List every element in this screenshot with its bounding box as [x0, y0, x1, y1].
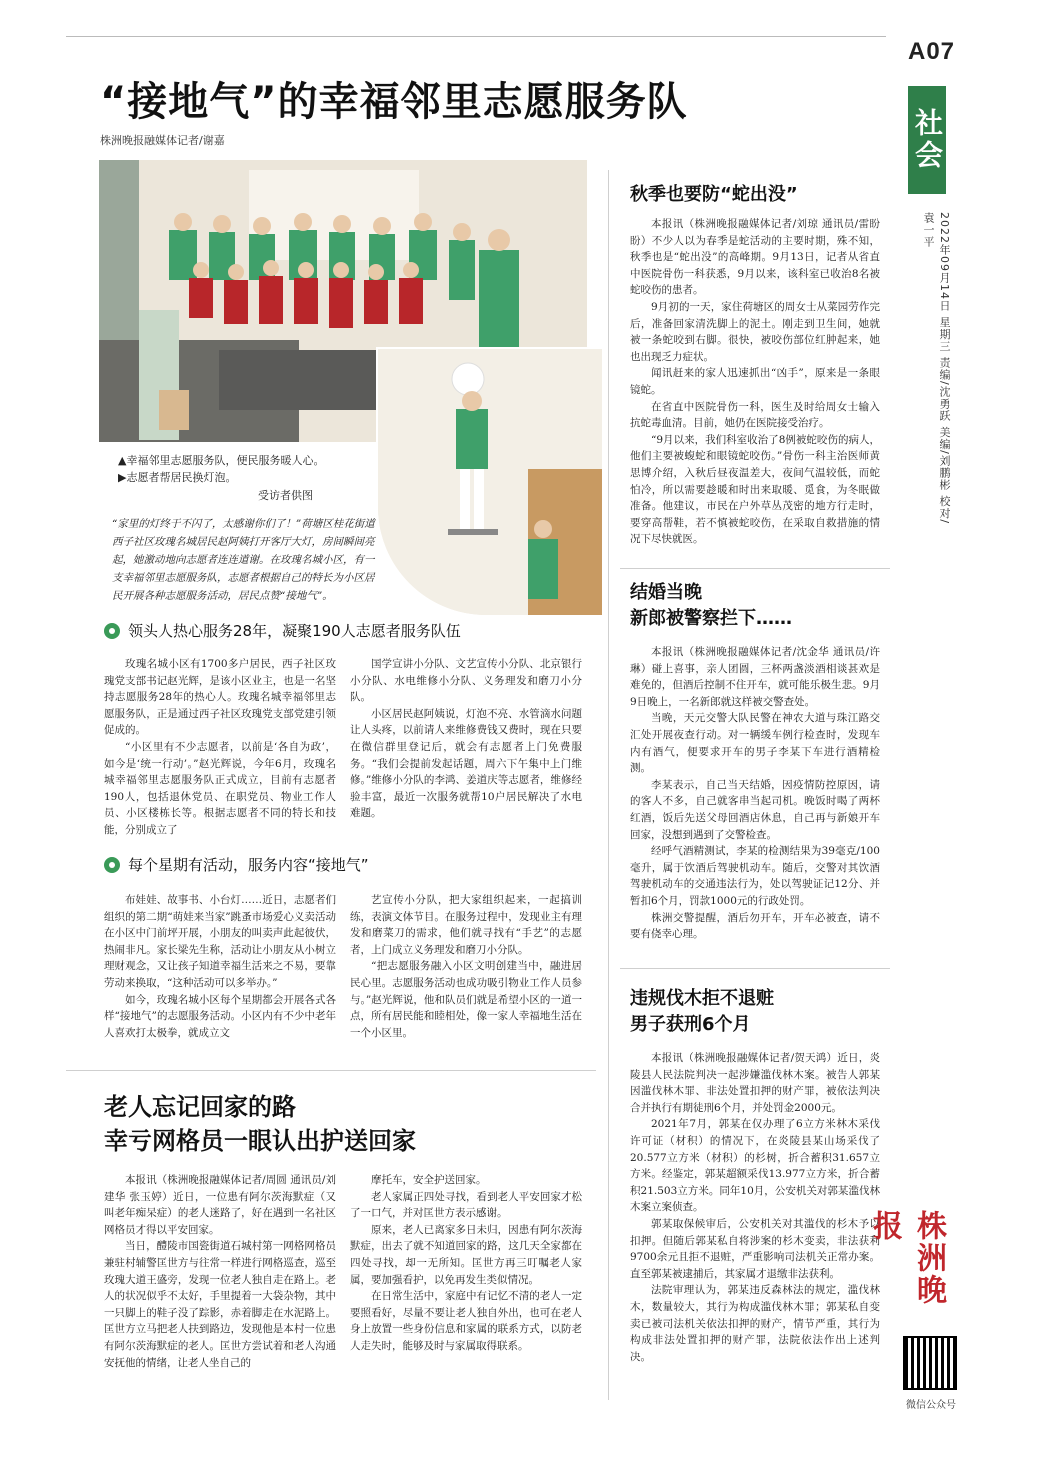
bulb-change-illustration: [378, 349, 602, 615]
paragraph: “小区里有不少志愿者，以前是‘各自为政’，如今是‘统一行动’。”赵光辉说，今年6月，玫瑰名城幸福邻里志愿服务队正式成立，目前有志愿者190人，包括退休党员、在职党员、物业工作人员、小区楼栋长等。根据志愿者不同的特长和技能，分别成立了: [104, 740, 336, 836]
paragraph: 在省直中医院骨伤一科，医生及时给周女士输入抗蛇毒血清。目前，她仍在医院接受治疗。: [630, 400, 880, 430]
article2-title-line2: 幸亏网格员一眼认出护送回家: [104, 1127, 416, 1155]
article2-col2: [350, 1172, 582, 1355]
section-divider: [620, 968, 890, 969]
paragraph: 闻讯赶来的家人迅速抓出“凶手”，原来是一条眼镜蛇。: [630, 367, 880, 396]
article4-title-line2: 新郎被警察拦下……: [630, 608, 792, 629]
paragraph: 玫瑰名城小区有1700多户居民，西子社区玫瑰党支部书记赵光辉，是该小区业主，也是一名坚持志愿服务28年的热心人。玫瑰名城幸福邻里志愿服务队，正是通过西子社区玫瑰党支部党建引领促成的。: [104, 658, 336, 737]
paragraph: 原来，老人已离家多日未归，因患有阿尔茨海默症，出去了就不知道回家的路，这几天全家都在四处寻找，却一无所知。匡世方再三叮嘱老人家属，要加强看护，以免再发生类似情况。: [350, 1223, 582, 1286]
qr-code-icon[interactable]: [903, 1336, 957, 1390]
newspaper-logo: 株洲晚报: [867, 1210, 946, 1306]
bulb-change-photo: [376, 347, 604, 617]
section-divider: [66, 1070, 596, 1071]
photo-caption: [118, 452, 368, 486]
paragraph: 在日常生活中，家庭中有记忆不清的老人一定要照看好，尽量不要让老人独自外出，也可在老人身上放置一些身份信息和家属的联系方式，以防老人走失时，能够及时与家属取得联系。: [350, 1290, 582, 1352]
green-circle-bullet-icon: [104, 857, 120, 873]
paragraph: 法院审理认为，郭某违反森林法的规定，滥伐林木，数量较大，其行为构成滥伐林木罪；郭某私自变卖已被司法机关依法扣押的财产，情节严重，其行为构成非法处置扣押的财产罪，法院依法作出上述判决。: [630, 1284, 880, 1363]
paragraph: 老人家属正四处寻找，看到老人平安回家才松了一口气，并对匡世方表示感谢。: [350, 1190, 582, 1220]
paragraph: 2021年7月，郭某在仅办理了6立方米林木采伐许可证（材积）的情况下，在炎陵县某山场采伐了20.577立方米（材积）的杉树，折合蓄积31.657立方米。经鉴定，郭某超额采伐13.977立方米，折合蓄积21.503立方米。同年10月，公安机关对郭某滥伐林木案立案侦查。: [630, 1118, 880, 1214]
paragraph: 李某表示，自己当天结婚，因疫情防控原因，请的客人不多，自己就客串当起司机。晚饭时喝了两杯红酒，饭后先送父母回酒店休息，自己再与新娘开车回家，没想到遇到了交警检查。: [630, 778, 880, 841]
sec1-col2: [350, 656, 582, 822]
paragraph: “把志愿服务融入小区文明创建当中，融进居民心里。志愿服务活动也成功吸引物业工作人员参与。”赵光辉说，他和队员们就是希望小区的一道一点，所有居民能和睦相处，像一家人幸福地生活在一个小区里。: [350, 960, 582, 1039]
paragraph: 小区居民赵阿姨说，灯泡不亮、水管滴水问题让人头疼，以前请人来维修费钱又费时，现在只要在微信群里登记后，就会有志愿者上门免费服务。“我们会提前发起话题，周六下午集中上门维修。”维修小分队的李鸿、姜道庆等志愿者，维修经验丰富，最近一次服务就帮10户居民解决了水电难题。: [350, 707, 582, 820]
paragraph: 摩托车，安全护送回家。: [371, 1174, 487, 1186]
caption-line-1: ▲幸福邻里志愿服务队，便民服务暖人心。: [118, 454, 325, 467]
paragraph: 本报讯（株洲晚报融媒体记者/沈金华 通讯员/许琳）碰上喜事，亲人团圆，三杯两盏淡酒相谈甚欢是难免的，但酒后控制不住开车，就可能乐极生悲。9月9日晚上，一名新郎就这样被交警查处。: [630, 646, 880, 708]
paragraph: 布娃娃、故事书、小台灯……近日，志愿者们组织的第二期“萌娃来当家”跳蚤市场爱心义卖活动在小区中门前坪开展，小朋友的叫卖声此起彼伏，热闹非凡。家长梁先生称，活动让小朋友从小树立理财观念，又让孩子知道幸福生活来之不易，要靠劳动来换取，“这种活动可以多举办。”: [104, 894, 336, 989]
subhead-2: [104, 854, 584, 875]
paragraph: 本报讯（株洲晚报融媒体记者/贺天鸿）近日，炎陵县人民法院判决一起涉嫌滥伐林木案。被告人郭某因滥伐林木罪、非法处置扣押的财产罪，被依法判决合并执行有期徒刑6个月，并处罚金2000元。: [630, 1052, 880, 1114]
subhead-1-text: 领头人热心服务28年，凝聚190人志愿者服务队伍: [128, 622, 461, 640]
qr-label: 微信公众号: [906, 1400, 956, 1411]
subhead-1: [104, 620, 584, 641]
article2-title-line1: 老人忘记回家的路: [104, 1093, 296, 1121]
article2-title: [104, 1090, 584, 1158]
paragraph: 株洲交警提醒，酒后勿开车，开车必被查，请不要有侥幸心理。: [630, 911, 880, 941]
article3-title: 秋季也要防“蛇出没”: [630, 184, 798, 205]
paragraph: 经呼气酒精测试，李某的检测结果为39毫克/100毫升，属于饮酒后驾驶机动车。随后，交警对其饮酒驾驶机动车的交通违法行为，处以驾驶证记12分、并暂扣6个月，罚款1000元的行政处罚。: [630, 845, 880, 907]
article5-body: [630, 1050, 880, 1365]
lead-article-byline: 株洲晚报融媒体记者/谢嘉: [100, 134, 225, 147]
subhead-2-text: 每个星期有活动，服务内容“接地气”: [128, 856, 369, 874]
paragraph: 如今，玫瑰名城小区每个星期都会开展各式各样“接地气”的志愿服务活动。小区内有不少中老年人喜欢打太极拳，就成立文: [104, 993, 336, 1039]
article4-body: [630, 644, 880, 943]
article5-title-line1: 违规伐木拒不退赃: [630, 988, 774, 1009]
paragraph: 艺宣传小分队，把大家组织起来，一起搞训练，表演文体节目。在服务过程中，发现业主有理发和磨菜刀的需求，他们就寻找有“手艺”的志愿者，上门成立义务理发和磨刀小分队。: [350, 894, 582, 956]
photo-credit: 受访者供图: [258, 489, 313, 502]
section-divider: [620, 568, 890, 569]
paragraph: 国学宣讲小分队、文艺宣传小分队、北京银行小分队、水电维修小分队、义务理发和磨刀小分队。: [350, 658, 582, 704]
article5-title-line2: 男子获刑6个月: [630, 1014, 751, 1035]
article2-col1: [104, 1172, 336, 1371]
paragraph: 9月初的一天，家住荷塘区的周女士从菜园劳作完后，准备回家清洗脚上的泥土。刚走到卫生间，她就被一条蛇咬到右脚。很快，被咬伤部位红肿起来，她也出现乏力症状。: [630, 300, 880, 363]
lead-article-title: “接地气”的幸福邻里志愿服务队: [100, 79, 688, 125]
article4-title: [630, 580, 880, 632]
column-divider: [608, 170, 609, 1400]
paragraph: 郭某取保候审后，公安机关对其滥伐的杉木予以扣押。但随后郭某私自将涉案的杉木变卖，非法获利9700余元且拒不退赃，严重影响司法机关正常办案。直至郭某被逮捕后，其家属才退缴非法获利。: [630, 1217, 880, 1280]
lead-intro: “家里的灯终于不闪了，太感谢你们了！”荷塘区桂花街道西子社区玫瑰名城居民赵阿姨打开客厅大灯，房间瞬间亮起，她激动地向志愿者连连道谢。在玫瑰名城小区，有一支幸福邻里志愿服务队，志愿者根据自己的特长为小区居民开展各种志愿服务活动，居民点赞“接地气”。: [112, 518, 375, 602]
paragraph: 本报讯（株洲晚报融媒体记者/周圆 通讯员/刘建华 张玉婷）近日，一位患有阿尔茨海默症（又叫老年痴呆症）的老人迷路了，好在遇到一名社区网格员才得以平安回家。: [104, 1174, 336, 1236]
top-rule: [66, 36, 886, 37]
page-number: A07: [908, 38, 956, 65]
paragraph: 当日，醴陵市国瓷街道石城村第一网格网格员兼驻村辅警匡世方与往常一样进行网格巡查，巡至玫瑰大道王盛旁，发现一位老人独自走在路上。老人的状况似乎不太好，手里提着一大袋杂物，其中一只脚上的鞋子没了踪影，赤着脚走在水泥路上。匡世方立马把老人扶到路边，发现他是本村一位患有阿尔茨海默症的老人。匡世方尝试着和老人沟通安抚他的情绪，让老人坐自己的: [104, 1240, 336, 1369]
dateline: 2022年09月14日 星期三 责编/沈勇跃 美编/刘鹏彬 校对/袁一平: [922, 212, 951, 525]
caption-line-2: ▶志愿者帮居民换灯泡。: [118, 471, 237, 484]
green-circle-bullet-icon: [104, 623, 120, 639]
sec2-col2: [350, 892, 582, 1041]
paragraph: “9月以来，我们科室收治了8例被蛇咬伤的病人，他们主要被蝮蛇和眼镜蛇咬伤。”骨伤一科主治医师黄思博介绍，入秋后昼夜温差大，夜间气温较低，而蛇怕冷，所以需要趁暖和时出来取暖、觅食，为冬眠做准备。他建议，市民在户外草丛茂密的地方行走时，要穿高帮鞋，若不慎被蛇咬伤，在采取自救措施的情况下尽快就医。: [630, 433, 880, 546]
article5-title: [630, 986, 880, 1038]
paragraph: 本报讯（株洲晚报融媒体记者/刘琼 通讯员/雷盼盼）不少人以为春季是蛇活动的主要时期，殊不知，秋季也是“蛇出没”的高峰期。9月13日，记者从省直中医院骨伤一科获悉，9月以来，该科室已收治8名被蛇咬伤的患者。: [630, 218, 880, 297]
paragraph: 当晚，天元交警大队民警在神农大道与珠江路交汇处开展夜查行动。对一辆缓车例行检查时，发现车内有酒气，便要求开车的男子李某下车进行酒精检测。: [630, 712, 880, 775]
article3-body: [630, 216, 880, 548]
sec2-col1: [104, 892, 336, 1041]
article4-title-line1: 结婚当晚: [630, 582, 702, 603]
sec1-col1: [104, 656, 336, 839]
section-tab: 社会: [908, 86, 946, 194]
